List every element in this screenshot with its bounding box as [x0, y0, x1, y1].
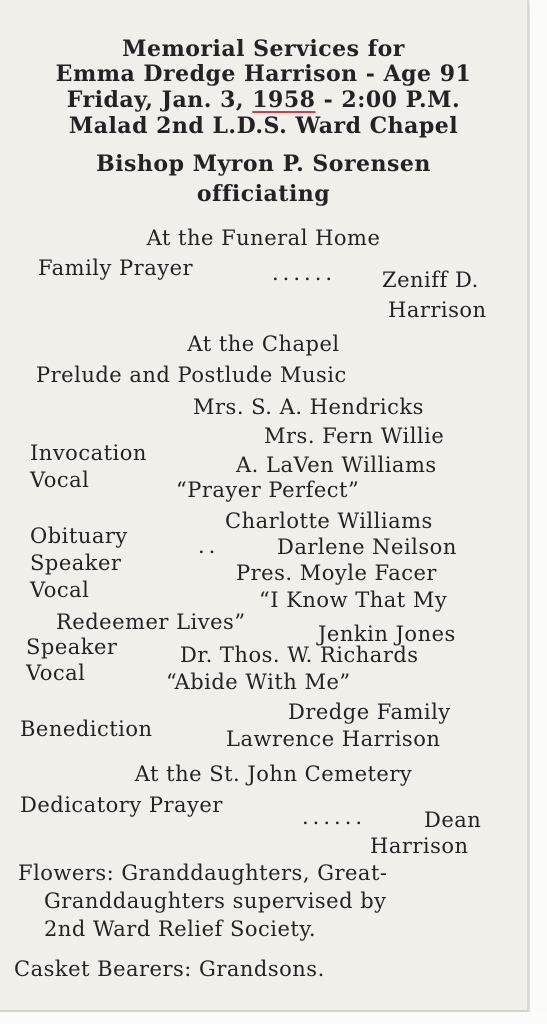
obituary-dots: ..: [198, 534, 220, 558]
officiating-label: officiating: [196, 181, 331, 207]
officiating-bishop: Bishop Myron P. Sorensen: [96, 151, 431, 177]
family-prayer-name-2: Harrison: [388, 298, 487, 322]
funeral-home-heading: At the Funeral Home: [146, 226, 381, 250]
vocal-2-song-2: Redeemer Lives”: [56, 610, 246, 634]
date-prefix: Friday, Jan. 3,: [66, 87, 253, 113]
vocal-2-song-1: “I Know That My: [259, 588, 448, 612]
prelude-name-2: Mrs. Fern Willie: [264, 424, 445, 448]
vocal-1-name: Charlotte Williams: [225, 509, 433, 533]
dedicatory-prayer-name-2: Harrison: [370, 834, 469, 858]
scan-margin-right: [530, 0, 547, 1024]
invocation-label: Invocation: [30, 441, 147, 465]
speaker-2-name: Dr. Thos. W. Richards: [180, 643, 419, 667]
flowers-line-1: Flowers: Granddaughters, Great-: [18, 861, 388, 885]
speaker-2-label: Speaker: [26, 635, 118, 659]
dedicatory-prayer-dots: ......: [302, 805, 367, 829]
flowers-line-3: 2nd Ward Relief Society.: [44, 917, 317, 941]
benediction-name: Lawrence Harrison: [226, 727, 441, 751]
dedicatory-prayer-name-1: Dean: [424, 808, 482, 832]
obituary-name: Darlene Neilson: [277, 535, 457, 559]
scan-margin-bottom: [0, 1012, 547, 1024]
deceased-name-age: Emma Dredge Harrison - Age 91: [55, 61, 472, 87]
speaker-1-name: Pres. Moyle Facer: [236, 561, 437, 585]
vocal-2-name: Jenkin Jones: [318, 622, 456, 646]
speaker-1-label: Speaker: [30, 551, 122, 575]
vocal-3-song: “Abide With Me”: [166, 670, 351, 694]
chapel-heading: At the Chapel: [187, 332, 340, 356]
family-prayer-label: Family Prayer: [38, 256, 194, 280]
invocation-name: A. LaVen Williams: [236, 453, 437, 477]
vocal-3-label: Vocal: [26, 661, 86, 685]
cemetery-heading: At the St. John Cemetery: [134, 762, 413, 786]
vocal-1-song: “Prayer Perfect”: [176, 478, 360, 502]
service-date-time: [0, 89, 527, 111]
vocal-3-name: Dredge Family: [288, 700, 451, 724]
vocal-2-label: Vocal: [30, 578, 90, 602]
casket-bearers: Casket Bearers: Grandsons.: [14, 957, 325, 981]
vocal-1-label: Vocal: [30, 468, 90, 492]
header-title: Memorial Services for: [122, 36, 405, 62]
benediction-label: Benediction: [20, 717, 153, 741]
date-suffix: - 2:00 P.M.: [315, 87, 461, 113]
family-prayer-name-1: Zeniff D.: [382, 268, 479, 292]
flowers-line-2: Granddaughters supervised by: [44, 889, 387, 913]
service-location: Malad 2nd L.D.S. Ward Chapel: [68, 113, 459, 139]
dedicatory-prayer-label: Dedicatory Prayer: [20, 793, 223, 817]
obituary-label: Obituary: [30, 524, 128, 548]
date-year: 1958: [252, 87, 316, 113]
prelude-name-1: Mrs. S. A. Hendricks: [193, 395, 424, 419]
family-prayer-dots: ......: [272, 261, 337, 285]
prelude-label: Prelude and Postlude Music: [36, 363, 347, 387]
